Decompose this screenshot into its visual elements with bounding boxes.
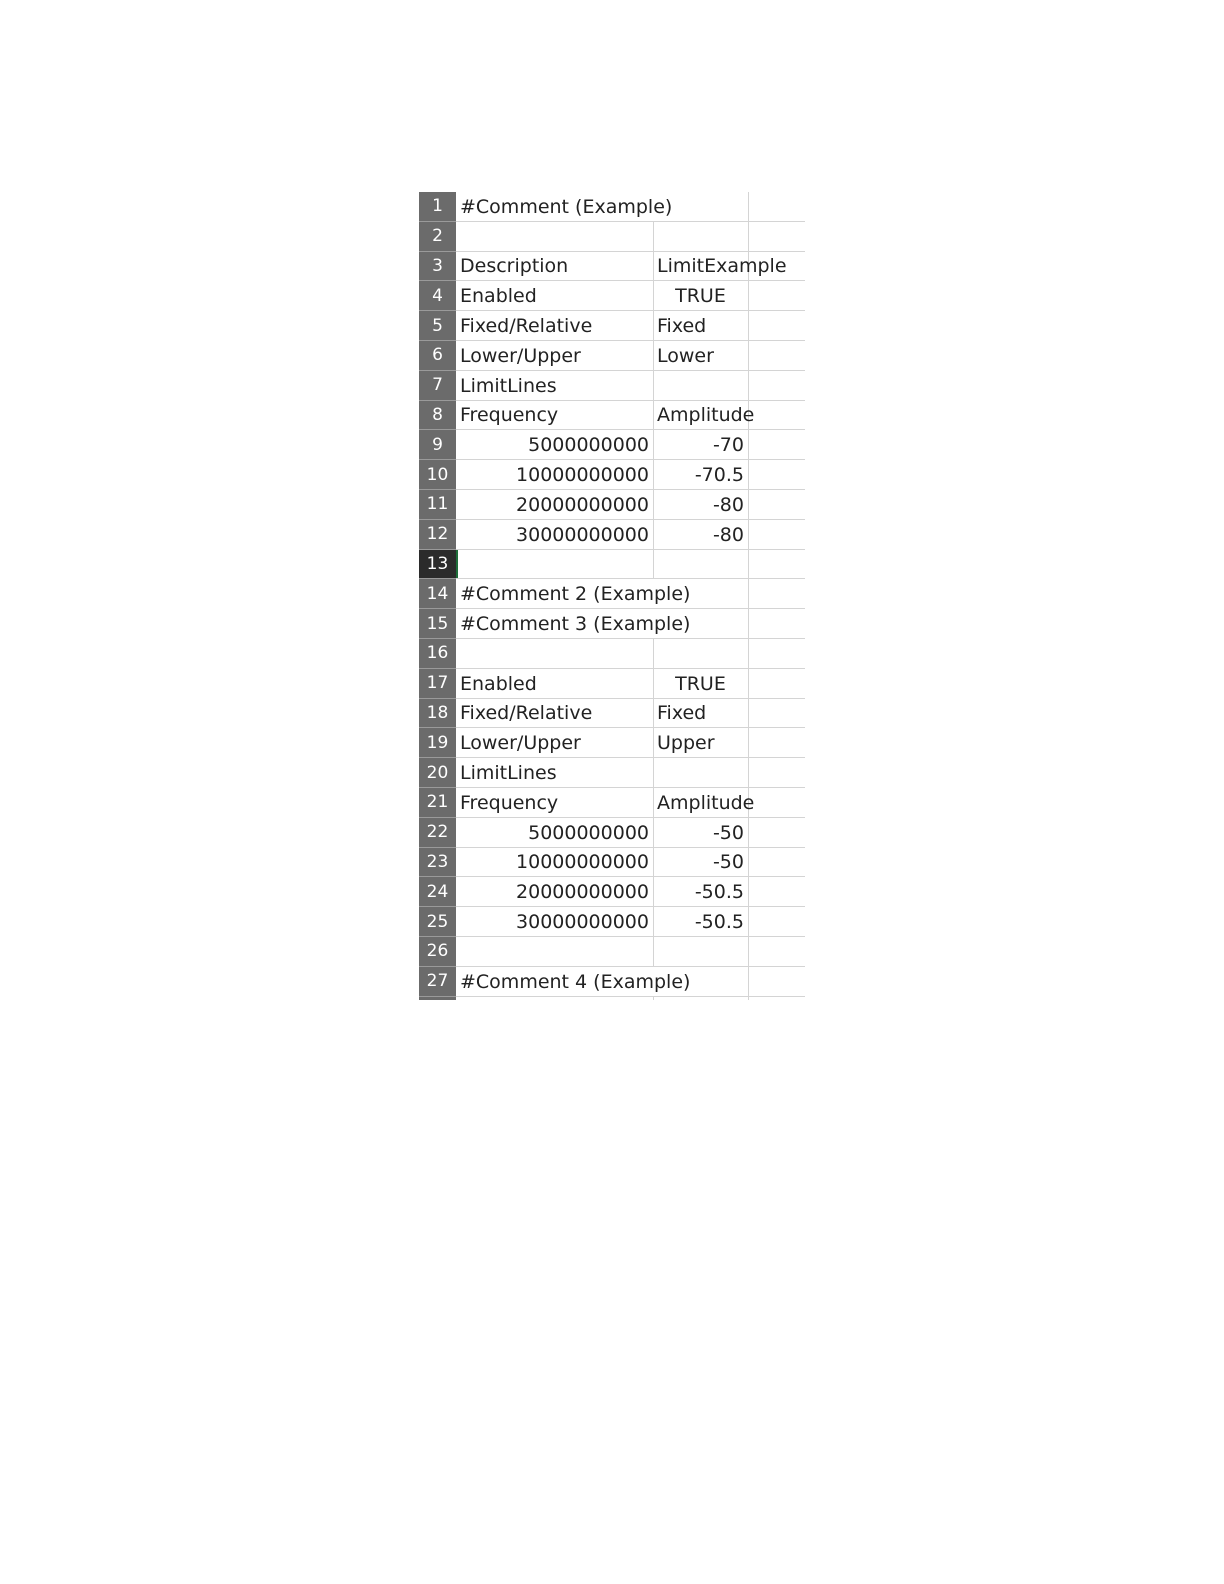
cell-column-b[interactable] [653,609,748,639]
row-header[interactable]: 1 [419,192,456,222]
cell-column-b[interactable]: -80 [712,493,744,516]
table-row [419,848,805,878]
row-header[interactable]: 13 [419,550,456,580]
table-row [419,311,805,341]
cell-column-c[interactable] [748,818,805,848]
cell-column-b[interactable] [653,997,748,1000]
cell-column-b[interactable]: TRUE [675,672,726,695]
cell-column-b[interactable] [653,937,748,967]
cell-column-b[interactable]: -50.5 [694,881,744,904]
row-header[interactable]: 8 [419,401,456,431]
row-header[interactable]: 4 [419,281,456,311]
cell-column-b[interactable]: TRUE [675,285,726,308]
cell-column-a[interactable]: LimitLines [460,762,557,785]
table-row [419,967,805,997]
table-row [419,728,805,758]
row-header[interactable]: 3 [419,252,456,282]
table-row [419,371,805,401]
cell-column-c[interactable] [748,311,805,341]
row-header[interactable]: 16 [419,639,456,669]
cell-column-a[interactable]: 20000000000 [516,493,649,516]
row-header[interactable]: 12 [419,520,456,550]
cell-column-a[interactable] [456,550,653,580]
cell-column-a[interactable]: Enabled [460,672,537,695]
table-row [419,639,805,669]
cell-column-a[interactable]: Frequency [460,791,559,814]
cell-column-a[interactable]: 5000000000 [528,821,649,844]
table-row [419,758,805,788]
cell-column-c[interactable] [748,728,805,758]
table-row [419,520,805,550]
cell-column-c[interactable] [748,192,805,222]
cell-column-a[interactable]: Lower/Upper [460,732,581,755]
row-header[interactable]: 2 [419,222,456,252]
table-row [419,907,805,937]
row-header[interactable] [419,997,456,1000]
cell-column-b[interactable] [653,967,748,997]
cell-column-a[interactable]: #Comment 3 (Example) [460,613,691,636]
cell-column-b[interactable] [653,192,748,222]
table-row [419,699,805,729]
row-header[interactable]: 14 [419,579,456,609]
cell-column-a[interactable]: Description [460,255,569,278]
cell-column-c[interactable] [748,907,805,937]
table-row [419,788,805,818]
table-row [419,281,805,311]
cell-column-c[interactable] [748,967,805,997]
row-header[interactable]: 11 [419,490,456,520]
table-row [419,818,805,848]
cell-column-c[interactable] [748,579,805,609]
cell-column-a[interactable] [456,937,653,967]
table-row [419,877,805,907]
row-header[interactable]: 22 [419,818,456,848]
table-row [419,401,805,431]
cell-column-b[interactable] [653,371,748,401]
cell-column-a[interactable] [456,222,653,252]
row-header[interactable]: 24 [419,877,456,907]
cell-column-c[interactable] [748,937,805,967]
cell-column-b[interactable]: -80 [712,523,744,546]
row-header[interactable]: 10 [419,460,456,490]
cell-column-b[interactable]: Amplitude [657,404,755,427]
cell-column-a[interactable]: LimitLines [460,374,557,397]
row-header[interactable]: 18 [419,699,456,729]
cell-column-a[interactable]: Enabled [460,285,537,308]
cell-column-c[interactable] [748,371,805,401]
cell-column-c[interactable] [748,550,805,580]
cell-column-c[interactable] [748,341,805,371]
table-row [419,460,805,490]
row-header[interactable]: 27 [419,967,456,997]
active-cell-indicator [456,550,458,580]
cell-column-c[interactable] [748,281,805,311]
table-row [419,430,805,460]
cell-column-b[interactable]: Fixed [657,702,707,725]
row-header[interactable]: 20 [419,758,456,788]
table-row [419,341,805,371]
cell-column-c[interactable] [748,848,805,878]
row-header[interactable]: 17 [419,669,456,699]
table-row [419,937,805,967]
table-row [419,550,805,580]
row-header[interactable]: 9 [419,430,456,460]
cell-column-b[interactable]: Fixed [657,315,707,338]
cell-column-a[interactable]: Lower/Upper [460,344,581,367]
cell-column-c[interactable] [748,430,805,460]
cell-column-a[interactable]: Frequency [460,404,559,427]
cell-column-c[interactable] [748,252,805,282]
cell-column-b[interactable]: Lower [657,344,714,367]
cell-column-b[interactable]: -50 [712,851,744,874]
row-header[interactable]: 5 [419,311,456,341]
cell-column-b[interactable]: Amplitude [657,791,755,814]
cell-column-b[interactable]: -70.5 [694,464,744,487]
table-row [419,222,805,252]
cell-column-a[interactable]: #Comment 2 (Example) [460,583,691,606]
cell-column-a[interactable]: 30000000000 [516,523,649,546]
cell-column-a[interactable]: #Comment 4 (Example) [460,970,691,993]
table-row [419,192,805,222]
row-header[interactable]: 15 [419,609,456,639]
cell-column-a[interactable] [456,997,653,1000]
cell-column-b[interactable] [653,222,748,252]
cell-column-b[interactable] [653,639,748,669]
cell-column-b[interactable]: LimitExample [657,255,787,278]
cell-column-b[interactable]: -70 [712,434,744,457]
cell-column-c[interactable] [748,520,805,550]
cell-column-b[interactable] [653,579,748,609]
table-row [419,579,805,609]
cell-column-b[interactable]: -50 [712,821,744,844]
table-row [419,669,805,699]
table-row [419,252,805,282]
cell-column-a[interactable]: Fixed/Relative [460,315,593,338]
cell-column-a[interactable]: 5000000000 [528,434,649,457]
row-header[interactable]: 7 [419,371,456,401]
cell-column-c[interactable] [748,758,805,788]
cell-column-c[interactable] [748,699,805,729]
cell-column-c[interactable] [748,877,805,907]
table-row [419,490,805,520]
cell-column-a[interactable]: 10000000000 [516,464,649,487]
table-row [419,609,805,639]
row-header[interactable]: 21 [419,788,456,818]
cell-column-a[interactable]: #Comment (Example) [460,195,673,218]
cell-column-a[interactable]: Fixed/Relative [460,702,593,725]
spreadsheet-grid [419,192,805,1000]
cell-column-c[interactable] [748,401,805,431]
cell-column-c[interactable] [748,609,805,639]
row-header[interactable]: 23 [419,848,456,878]
cell-column-b[interactable] [653,550,748,580]
cell-column-b[interactable] [653,758,748,788]
table-row [419,997,805,1000]
cell-column-c[interactable] [748,490,805,520]
cell-column-c[interactable] [748,460,805,490]
cell-column-c[interactable] [748,222,805,252]
cell-column-a[interactable] [456,639,653,669]
row-header[interactable]: 19 [419,728,456,758]
cell-column-c[interactable] [748,639,805,669]
cell-column-c[interactable] [748,997,805,1000]
cell-column-b[interactable]: -50.5 [694,911,744,934]
cell-column-a[interactable]: 20000000000 [516,881,649,904]
row-header[interactable]: 25 [419,907,456,937]
cell-column-a[interactable]: 10000000000 [516,851,649,874]
row-header[interactable]: 6 [419,341,456,371]
cell-column-c[interactable] [748,788,805,818]
cell-column-a[interactable]: 30000000000 [516,911,649,934]
cell-column-c[interactable] [748,669,805,699]
row-header[interactable]: 26 [419,937,456,967]
cell-column-b[interactable]: Upper [657,732,715,755]
